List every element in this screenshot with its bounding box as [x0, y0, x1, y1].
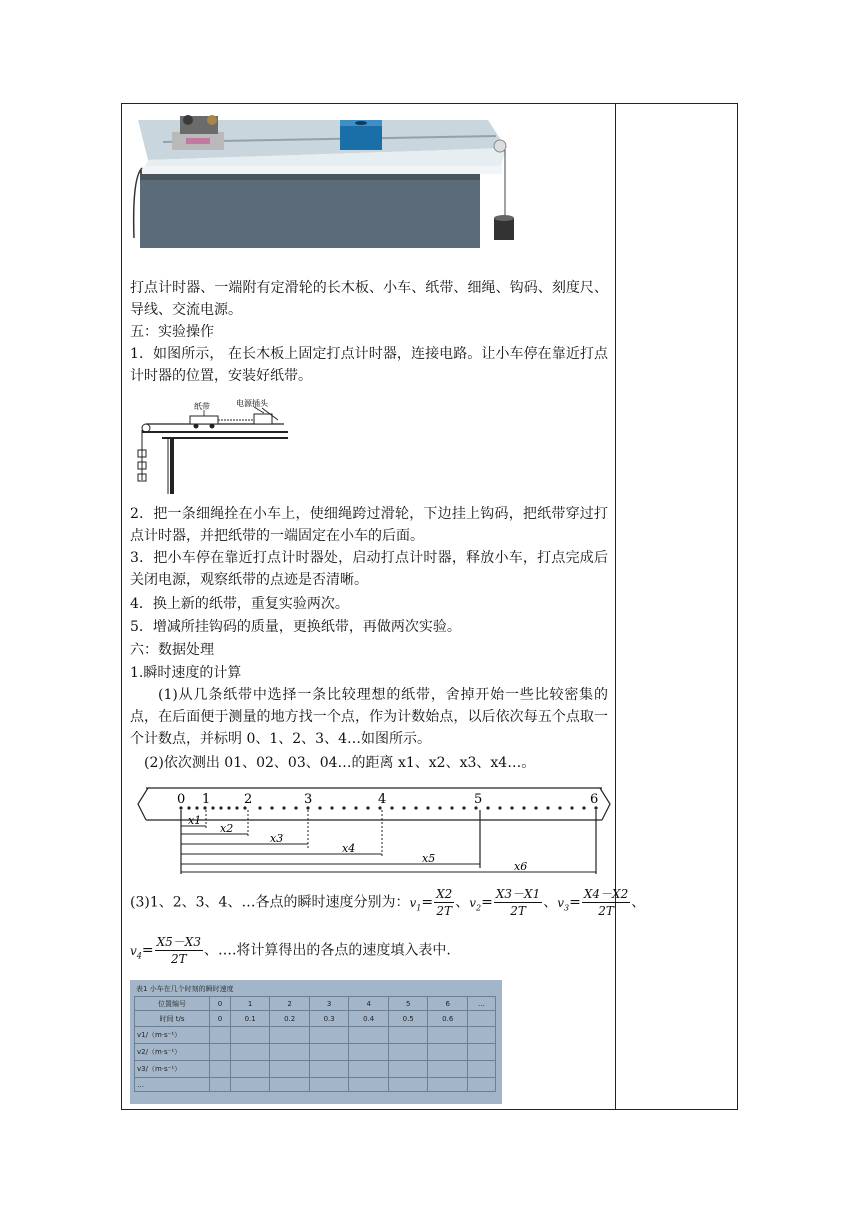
table-cell: 0.2 — [270, 1011, 310, 1027]
table-cell: 0 — [210, 997, 231, 1011]
tape-dot — [426, 806, 429, 809]
tape-dot — [366, 806, 369, 809]
velocity-table-photo — [130, 980, 502, 1104]
table-cell: 6 — [428, 997, 468, 1011]
table-cell: v3/（m·s⁻¹） — [135, 1061, 210, 1078]
tape-dot — [270, 806, 273, 809]
table-row — [135, 1061, 496, 1078]
weight-icon — [494, 215, 514, 240]
table-cell: 3 — [309, 997, 349, 1011]
item-3-line-2: $v_4=$ $\frac{X5-X3}{2T}$ 、….将计算得出的各点的速度填入表中. — [130, 935, 451, 966]
tape-dot — [195, 806, 198, 809]
setup-diagram — [132, 398, 292, 498]
table-cell: 0.3 — [309, 1011, 349, 1027]
point-label-3: 3 — [304, 792, 313, 807]
table-row — [135, 1078, 496, 1092]
table-cell: 1 — [230, 997, 270, 1011]
table-cell: 0.5 — [388, 1011, 428, 1027]
tape-dot — [318, 806, 321, 809]
tape-dot — [462, 806, 465, 809]
small-cart-icon — [190, 416, 218, 429]
point-label-0: 0 — [177, 792, 186, 807]
point-label-2: 2 — [244, 792, 253, 807]
equipment-caption: 打点计时器、一端附有定滑轮的长木板、小车、纸带、细绳、钩码、刻度尺、导线、交流电源。 — [130, 280, 608, 318]
table-cell: 2 — [270, 997, 310, 1011]
distance-label-x2: x2 — [220, 822, 234, 835]
table-cell: … — [467, 997, 495, 1011]
tape-dot — [438, 806, 441, 809]
tape-diagram — [130, 782, 612, 874]
tape-dot — [558, 806, 561, 809]
step-2-text: 2．把一条细绳拴在小车上，使细绳跨过滑轮，下边挂上钩码，把纸带穿过打点计时器，并把纸带的一端固定在小车的后面。 — [130, 506, 608, 544]
item-1-text: (1)从几条纸带中选择一条比较理想的纸带，舍掉开始一些比较密集的点，在后面便于测量的地方找一个点，作为计数始点，以后依次每五个点取一个计数点，并标明 0、1、2、3、4…如图所示。 — [130, 687, 608, 747]
point-label-1: 1 — [202, 792, 211, 807]
tape-dot — [227, 806, 230, 809]
small-timer-icon — [254, 408, 278, 424]
table-row — [135, 1011, 496, 1027]
distance-label-x3: x3 — [270, 832, 284, 845]
distance-label-x6: x6 — [514, 860, 528, 873]
section-5-heading: 五：实验操作 — [130, 324, 214, 340]
tape-dot — [414, 806, 417, 809]
v2-fraction: $\frac{X3-X1}{2T}$ — [495, 887, 541, 918]
apparatus-illustration — [128, 108, 528, 248]
table-caption: 表1 小车在几个时刻的瞬时速度 — [136, 985, 234, 993]
tape-dot — [510, 806, 513, 809]
step-3-text: 3．把小车停在靠近打点计时器处，启动打点计时器，释放小车，打点完成后关闭电源，观察纸带的点迹是否清晰。 — [130, 550, 608, 588]
distance-label-x4: x4 — [342, 842, 356, 855]
table-cell: v2/（m·s⁻¹） — [135, 1044, 210, 1061]
item-3-formulas: (3)1、2、3、4、…各点的瞬时速度分别为：$v_1=$ $\frac{X2}{2T}$ 、$v_2=$ $\frac{X3-X1}{2T}$ 、$v_3=$ $\frac{X4-X2}{2T}$ 、 — [130, 887, 646, 918]
tape-dot — [282, 806, 285, 809]
tape-dot — [582, 806, 585, 809]
tape-dot — [330, 806, 333, 809]
table-cell: 时间 t/s — [135, 1011, 210, 1027]
item-2-text: (2)依次测出 01、02、03、04…的距离 x1、x2、x3、x4…。 — [144, 755, 536, 771]
tape-dot — [258, 806, 261, 809]
table-row — [135, 1027, 496, 1044]
table-cell: … — [135, 1078, 210, 1092]
table-cell: 位置编号 — [135, 997, 210, 1011]
table-cell: 0.1 — [230, 1011, 270, 1027]
table-row — [135, 997, 496, 1011]
point-label-6: 6 — [590, 792, 599, 807]
tape-dot — [342, 806, 345, 809]
tape-dot — [235, 806, 238, 809]
table-cell: 5 — [388, 997, 428, 1011]
cart-block-icon — [340, 120, 382, 150]
tape-dot — [219, 806, 222, 809]
tape-dot — [546, 806, 549, 809]
tape-dot — [522, 806, 525, 809]
tape-dot — [187, 806, 190, 809]
point-label-5: 5 — [474, 792, 483, 807]
distance-label-x5: x5 — [422, 852, 436, 865]
tape-dot — [211, 806, 214, 809]
table-cell: 4 — [349, 997, 389, 1011]
table-cell: 0.4 — [349, 1011, 389, 1027]
step-5-text: 5．增减所挂钩码的质量，更换纸带，再做两次实验。 — [130, 619, 461, 635]
velocity-table — [134, 996, 496, 1092]
distance-label-x1: x1 — [188, 814, 202, 827]
tape-dots — [179, 806, 597, 809]
point-label-4: 4 — [378, 792, 387, 807]
step-1-text: 1．如图所示， 在长木板上固定打点计时器，连接电路。让小车停在靠近打点计时器的位置，安装好纸带。 — [130, 346, 608, 384]
tape-dot — [390, 806, 393, 809]
table-cell: 0.6 — [428, 1011, 468, 1027]
tape-dot — [570, 806, 573, 809]
sub-heading-1: 1.瞬时速度的计算 — [130, 665, 242, 681]
tape-dot — [486, 806, 489, 809]
table-cell: v1/（m·s⁻¹） — [135, 1027, 210, 1044]
v1-fraction: $\frac{X2}{2T}$ — [436, 887, 453, 918]
tape-dot — [402, 806, 405, 809]
tape-dot — [498, 806, 501, 809]
item-3-suffix: 、….将计算得出的各点的速度填入表中. — [203, 942, 451, 959]
tape-dot — [294, 806, 297, 809]
item-3-prefix: (3)1、2、3、4、…各点的瞬时速度分别为： — [130, 894, 410, 911]
table-row — [135, 1044, 496, 1061]
tape-dot — [354, 806, 357, 809]
section-6-heading: 六：数据处理 — [130, 642, 214, 658]
label-plug: 电源插头 — [236, 399, 268, 408]
tape-dot — [534, 806, 537, 809]
tape-dot — [450, 806, 453, 809]
v3-fraction: $\frac{X4-X2}{2T}$ — [583, 887, 629, 918]
label-tape: 纸带 — [194, 402, 210, 411]
v4-fraction: $\frac{X5-X3}{2T}$ — [156, 935, 201, 966]
step-4-text: 4．换上新的纸带，重复实验两次。 — [130, 596, 349, 612]
table-cell: 0 — [210, 1011, 231, 1027]
